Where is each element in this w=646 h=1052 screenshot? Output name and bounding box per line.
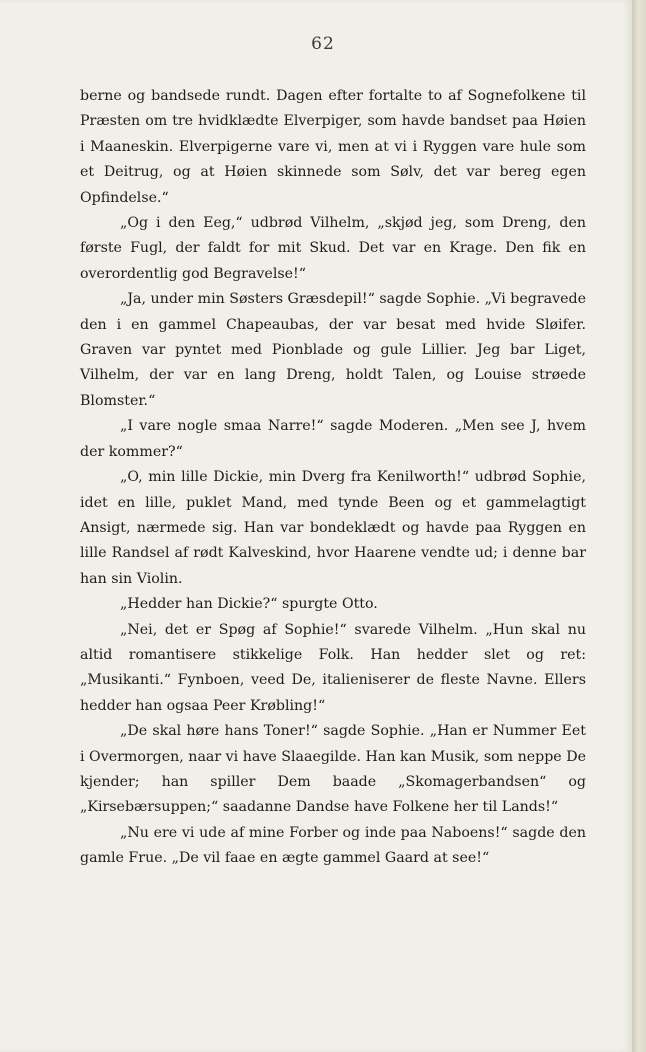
page-edge (632, 0, 646, 1052)
paragraph-6: „Hedder han Dickie?“ spurgte Otto. (120, 596, 378, 613)
body-text (80, 84, 586, 872)
paragraph-9: „Nu ere vi ude af mine Forber og inde paa Naboens!“ sagde den gamle Frue. „De vil faae en ægte gammel Gaard at see!“ (80, 824, 586, 867)
paragraph-4: „I vare nogle smaa Narre!“ sagde Moderen. „Men see J, hvem der kommer?“ (80, 418, 586, 460)
paragraph-7: „Nei, det er Spøg af Sophie!“ svarede Vilhelm. „Hun skal nu altid romantisere stikkelige Folk. Han hedder slet og ret: „Musikanti.“ Fynboen, veed De, italieniserer de fleste Navne. Ellers hedder han ogsaa Peer Krøbling!“ (80, 621, 586, 714)
paragraph-3: „Ja, under min Søsters Græsdepil!“ sagde Sophie. „Vi begravede den i en gammel Chapeaubas, der var besat med hvide Sløifer. Graven var pyntet med Pionblade og gule Lillier. Jeg bar Liget, Vilhelm, der var en lang Dreng, holdt Talen, og Louise strøede Blomster.“ (80, 291, 586, 409)
paragraph-8: „De skal høre hans Toner!“ sagde Sophie. „Han er Nummer Eet i Overmorgen, naar vi have Slaaegilde. Han kan Musik, som neppe De kjender; han spiller Dem baade „Skomagerbandsen“ og „Kirsebærsuppen;“ saadanne Dandse have Folkene her til Lands!“ (80, 723, 586, 816)
paragraph-2: „Og i den Eeg,“ udbrød Vilhelm, „skjød jeg, som Dreng, den første Fugl, der faldt for mit Skud. Det var en Krage. Den fik en overordentlig god Begravelse!“ (80, 215, 586, 282)
paragraph-1: berne og bandsede rundt. Dagen efter fortalte to af Sognefolkene til Præsten om tre hvidklædte Elverpiger, som havde bandset paa Høien i Maaneskin. Elverpigerne vare vi, men at vi i Ryggen vare hule som et Deitrug, og at Høien skinnede som Sølv, det var bereg egen Opfindelse.“ (80, 88, 586, 206)
page-number: 62 (311, 34, 335, 54)
paragraph-5: „O, min lille Dickie, min Dverg fra Kenilworth!“ udbrød Sophie, idet en lille, puklet Mand, med tynde Been og et gammelagtigt Ansigt, nærmede sig. Han var bondeklædt og havde paa Ryggen en lille Randsel af rødt Kalveskind, hvor Haarene vendte ud; i denne bar han sin Violin. (80, 469, 586, 587)
